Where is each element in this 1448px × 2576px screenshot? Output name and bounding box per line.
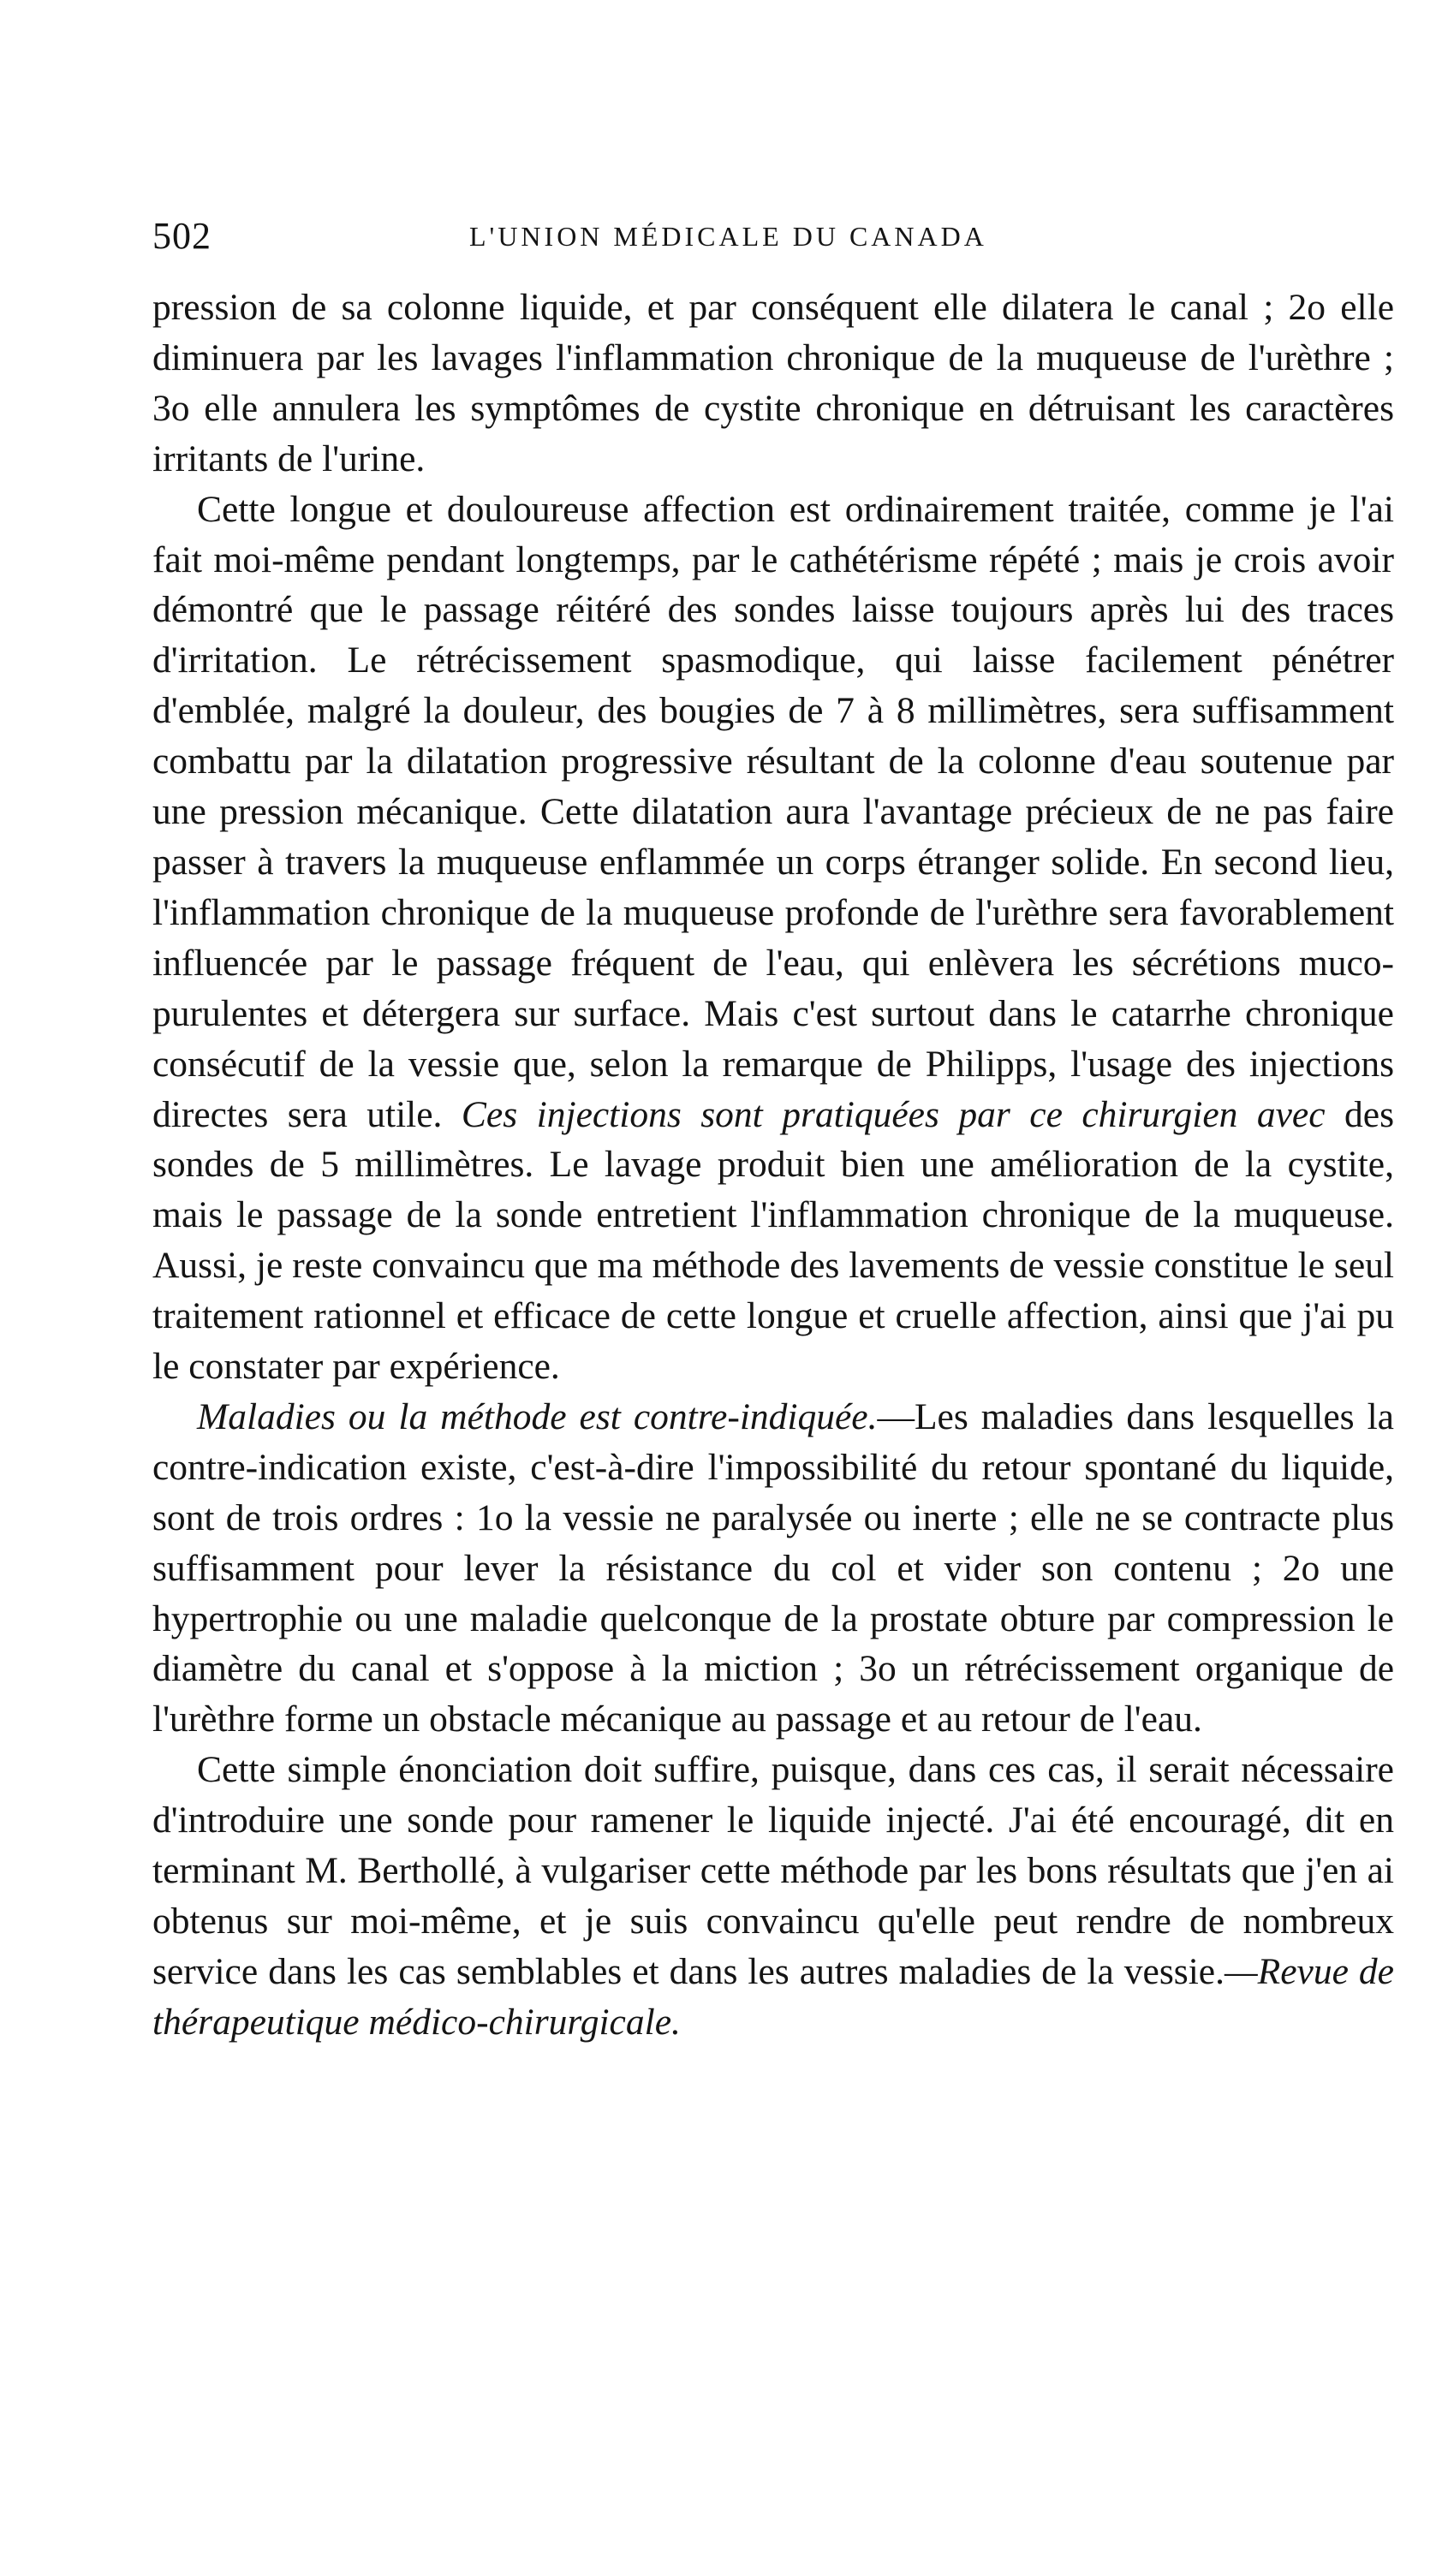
- paragraph-2-text-start: Cette longue et douloureuse affection est ordinairement traitée, comme je l'ai fait moi-même pendant longtemps, par le cathétérisme répété ; mais je crois avoir démontré que le passage réitéré des sondes laisse toujours après lui des traces d'irritation. Le rétrécissement spasmodique, qui laisse facilement pénétrer d'emblée, malgré la douleur, des bougies de 7 à 8 millimètres, sera suffisamment combattu par la dilatation progressive résultant de la colonne d'eau soutenue par une pression mécanique. Cette dilatation aura l'avantage précieux de ne pas faire passer à travers la muqueuse enflammée un corps étranger solide. En second lieu, l'inflammation chronique de la muqueuse profonde de l'urèthre sera favorablement influencée par le passage fréquent de l'eau, qui enlèvera les sécrétions muco-purulentes et détergera sur surface. Mais c'est surtout dans le catarrhe chronique consécutif de la vessie que, selon la remarque de Philipps, l'usage des injections directes sera utile.: [152, 488, 1394, 1135]
- running-head: [152, 214, 1394, 265]
- paragraph-4-text: Cette simple énonciation doit suffire, puisque, dans ces cas, il serait nécessaire d'introduire une sonde pour ramener le liquide injecté. J'ai été encouragé, dit en terminant M. Berthollé, à vulgariser cette méthode par les bons résultats que j'en ai obtenus sur moi-même, et je suis convaincu qu'elle peut rendre de nombreux service dans les cas semblables et dans les autres maladies de la vessie.: [152, 1749, 1394, 1992]
- section-heading-contraindications: Maladies ou la méthode est contre-indiquée.: [197, 1395, 878, 1437]
- body-text: [152, 283, 1394, 2048]
- source-citation: —Revue de thérapeutique médico-chirurgicale.: [152, 1950, 1394, 2043]
- page-number: 502: [152, 215, 212, 257]
- paragraph-4: [152, 1745, 1394, 2047]
- paragraph-2-italic-phrase: Ces injections sont pratiquées par ce chirurgien avec: [461, 1093, 1326, 1135]
- paragraph-3-text: —Les maladies dans lesquelles la contre-indication existe, c'est-à-dire l'impossibilité du retour spontané du liquide, sont de trois ordres : 1o la vessie ne paralysée ou inerte ; elle ne se contracte plus suffisamment pour lever la résistance du col et vider son contenu ; 2o une hypertrophie ou une maladie quelconque de la prostate obture par compression le diamètre du canal et s'oppose à la miction ; 3o un rétrécissement organique de l'urèthre forme un obstacle mécanique au passage et au retour de l'eau.: [152, 1395, 1394, 1740]
- paragraph-1: [152, 283, 1394, 485]
- paragraph-2-text-end: des sondes de 5 millimètres. Le lavage produit bien une amélioration de la cystite, mais le passage de la sonde entretient l'inflammation chronique de la muqueuse. Aussi, je reste convaincu que ma méthode des lavements de vessie constitue le seul traitement rationnel et efficace de cette longue et cruelle affection, ainsi que j'ai pu le constater par expérience.: [152, 1093, 1395, 1388]
- journal-title: L'UNION MÉDICALE DU CANADA: [469, 221, 987, 252]
- paragraph-2: [152, 485, 1394, 1392]
- paragraph-1-text: pression de sa colonne liquide, et par conséquent elle dilatera le canal ; 2o elle diminuera par les lavages l'inflammation chronique de la muqueuse de l'urèthre ; 3o elle annulera les symptômes de cystite chronique en détruisant les caractères irritants de l'urine.: [152, 287, 1394, 479]
- paragraph-3: [152, 1392, 1394, 1745]
